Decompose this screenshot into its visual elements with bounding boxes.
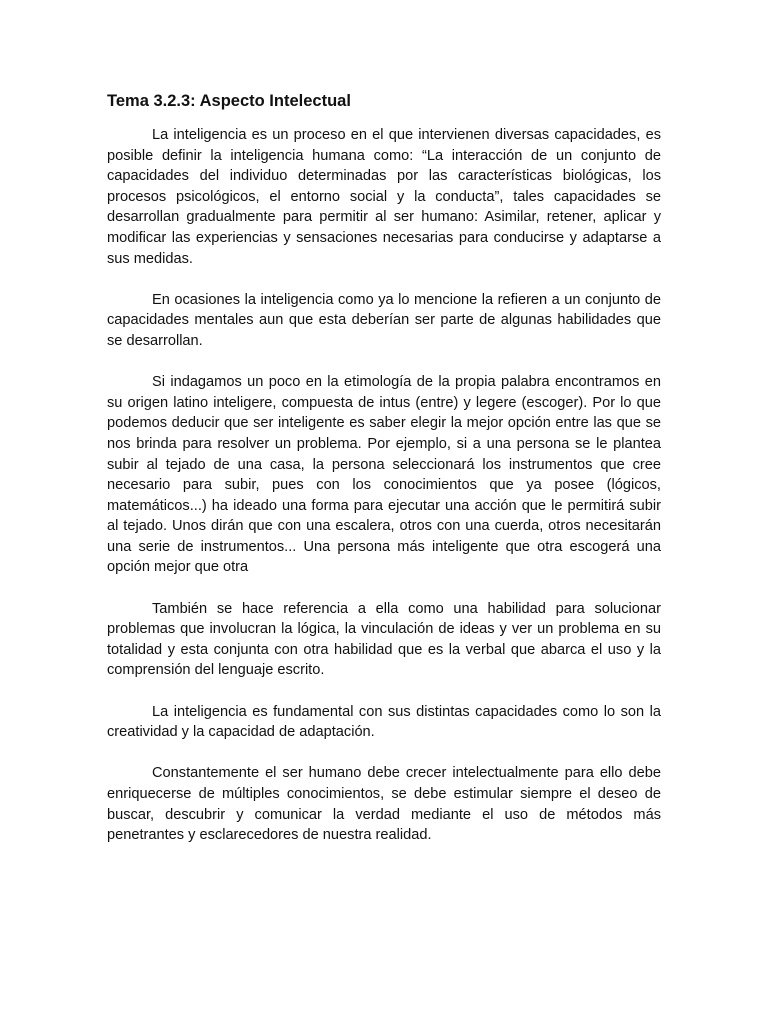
document-title: Tema 3.2.3: Aspecto Intelectual <box>107 92 351 110</box>
document-page <box>107 90 661 866</box>
paragraph-6: Constantemente el ser humano debe crecer intelectualmente para ello debe enriquecerse de múltiples conocimientos, se debe estimular siempre el deseo de buscar, descubrir y comunicar la verdad mediante el uso de métodos más penetrantes y esclarecedores de nuestra realidad. <box>107 765 661 844</box>
paragraph-3: Si indagamos un poco en la etimología de la propia palabra encontramos en su origen latino inteligere, compuesta de intus (entre) y legere (escoger). Por lo que podemos deducir que ser inteligente es saber elegir la mejor opción entre las que se nos brinda para resolver un problema. Por ejemplo, si a una persona se le plantea subir al tejado de una casa, la persona seleccionará los instrumentos que cree necesario para subir, pues con los conocimientos que ya posee (lógicos, matemáticos...) ha ideado una forma para ejecutar una acción que le permitirá subir al tejado. Unos dirán que con una escalera, otros con una cuerda, otros necesitarán una serie de instrumentos... Una persona más inteligente que otra escogerá una opción mejor que otra <box>107 374 661 576</box>
paragraph-5: La inteligencia es fundamental con sus distintas capacidades como lo son la creatividad y la capacidad de adaptación. <box>107 703 661 741</box>
paragraph-1: La inteligencia es un proceso en el que intervienen diversas capacidades, es posible definir la inteligencia humana como: “La interacción de un conjunto de capacidades del individuo determinadas por las características biológicas, los procesos psicológicos, el entorno social y la conducta”, tales capacidades se desarrollan gradualmente para permitir al ser humano: Asimilar, retener, aplicar y modificar las experiencias y sensaciones necesarias para conducirse y adaptarse a sus medidas. <box>107 127 661 267</box>
paragraph-2: En ocasiones la inteligencia como ya lo mencione la refieren a un conjunto de capacidades mentales aun que esta deberían ser parte de algunas habilidades que se desarrollan. <box>107 291 661 349</box>
paragraph-4: También se hace referencia a ella como una habilidad para solucionar problemas que involucran la lógica, la vinculación de ideas y ver un problema en su totalidad y esta conjunta con otra habilidad que es la verbal que abarca el uso y la comprensión del lenguaje escrito. <box>107 600 661 679</box>
